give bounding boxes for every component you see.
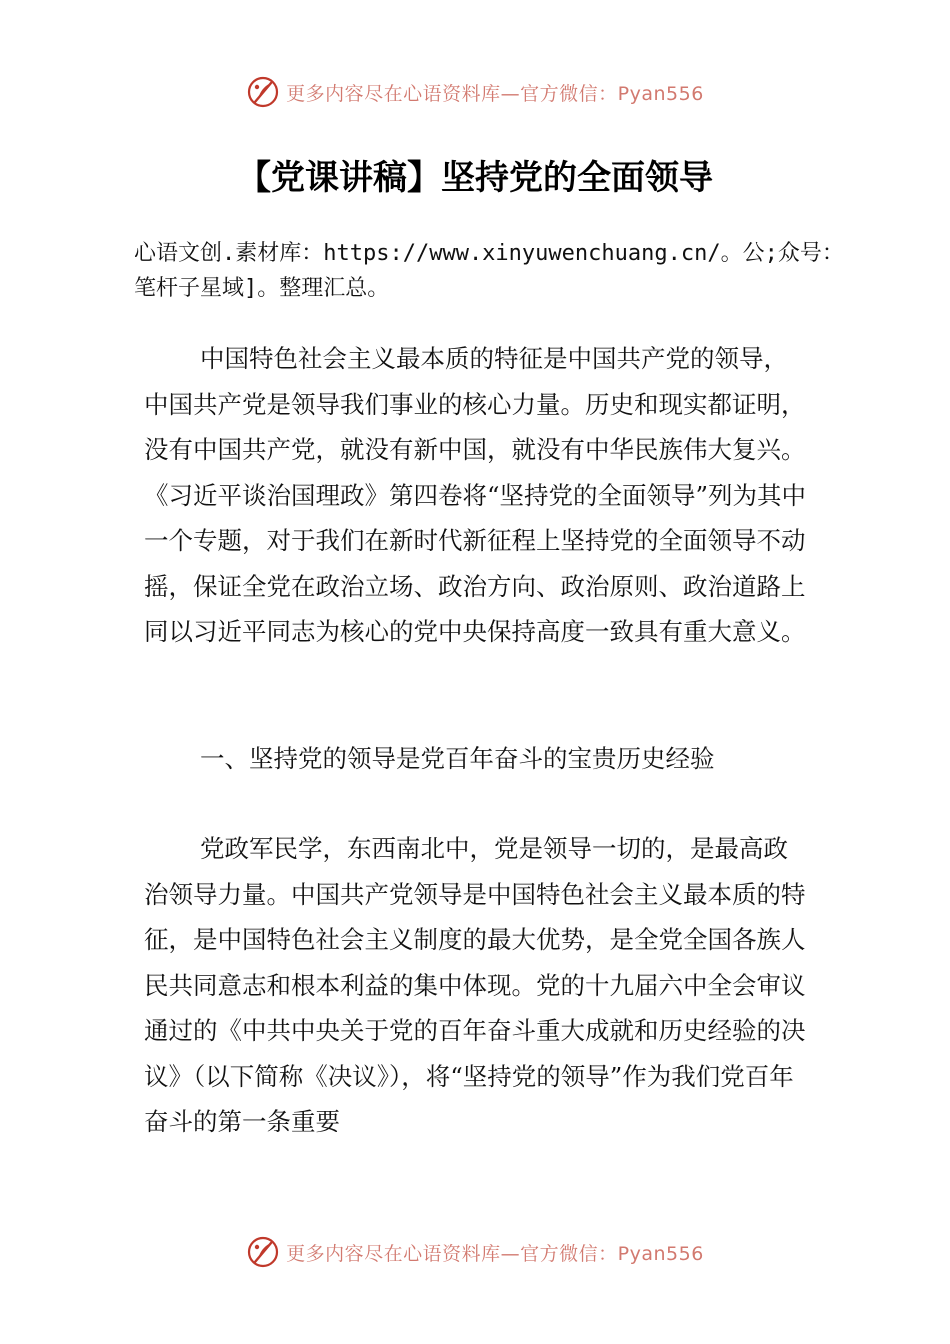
header-watermark-banner <box>0 72 950 112</box>
quill-pen-circle-icon <box>246 1235 280 1269</box>
document-title: 【党课讲稿】坚持党的全面领导 <box>237 158 713 198</box>
source-note: 心语文创.素材库：https://www.xinyuwenchuang.cn/。公;众号：笔杆子星域]。整理汇总。 <box>134 241 844 301</box>
quill-pen-circle-icon <box>246 75 280 109</box>
body-paragraph: 中国特色社会主义最本质的特征是中国共产党的领导，中国共产党是领导我们事业的核心力量。历史和现实都证明，没有中国共产党，就没有新中国，就没有中华民族伟大复兴。《习近平谈治国理政》第四卷将“坚持党的全面领导”列为其中一个专题，对于我们在新时代新征程上坚持党的全面领导不动摇，保证全党在政治立场、政治方向、政治原则、政治道路上同以习近平同志为核心的党中央保持高度一致具有重大意义。 <box>144 344 807 646</box>
header-watermark-text: 更多内容尽在心语资料库—官方微信：Pyan556 <box>286 82 704 105</box>
section-heading: 一、坚持党的领导是党百年奋斗的宝贵历史经验 <box>200 744 715 773</box>
footer-watermark-banner <box>0 1232 950 1272</box>
body-paragraph: 党政军民学，东西南北中，党是领导一切的，是最高政治领导力量。中国共产党领导是中国特色社会主义最本质的特征，是中国特色社会主义制度的最大优势，是全党全国各族人民共同意志和根本利益的集中体现。党的十九届六中全会审议通过的《中共中央关于党的百年奋斗重大成就和历史经验的决议》（以下简称《决议》），将“坚持党的领导”作为我们党百年奋斗的第一条重要 <box>144 834 806 1136</box>
footer-watermark-text: 更多内容尽在心语资料库—官方微信：Pyan556 <box>286 1242 704 1265</box>
